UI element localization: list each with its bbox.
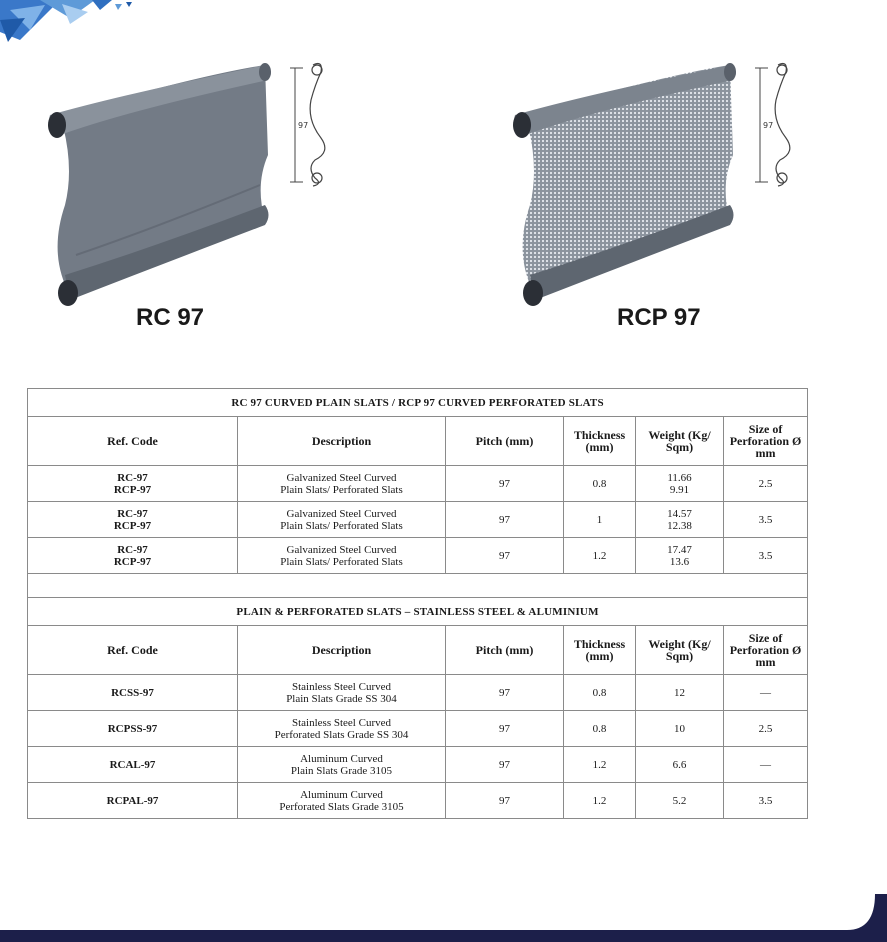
dimension-label: 97 (763, 121, 774, 130)
column-header: Size of Perforation Ø mm (724, 626, 808, 675)
cell-weight: 6.6 (636, 747, 724, 783)
cell-weight: 14.57 12.38 (636, 502, 724, 538)
cell-desc: Galvanized Steel Curved Plain Slats/ Perforated Slats (238, 502, 446, 538)
column-header: Thickness (mm) (564, 626, 636, 675)
table-row (28, 675, 808, 711)
dimension-label: 97 (298, 121, 309, 130)
table-spacer-row (28, 574, 808, 598)
cell-weight: 5.2 (636, 783, 724, 819)
table-row (28, 502, 808, 538)
cell-pitch: 97 (446, 747, 564, 783)
cell-perforation: 3.5 (724, 783, 808, 819)
spacer-cell (28, 574, 808, 598)
cell-thickness: 1.2 (564, 783, 636, 819)
table-row (28, 538, 808, 574)
column-header: Weight (Kg/ Sqm) (636, 417, 724, 466)
column-header: Description (238, 626, 446, 675)
cell-pitch: 97 (446, 466, 564, 502)
table-header-row (28, 417, 808, 466)
cell-pitch: 97 (446, 783, 564, 819)
cell-perforation: 2.5 (724, 466, 808, 502)
profile-dimension-drawing (750, 60, 800, 190)
column-header: Pitch (mm) (446, 626, 564, 675)
cell-weight: 10 (636, 711, 724, 747)
column-header: Ref. Code (28, 417, 238, 466)
cell-pitch: 97 (446, 675, 564, 711)
cell-thickness: 1 (564, 502, 636, 538)
profile-dimension-drawing (285, 60, 335, 190)
table-section-title: PLAIN & PERFORATED SLATS – STAINLESS STEEL & ALUMINIUM (28, 598, 808, 626)
cell-desc: Galvanized Steel Curved Plain Slats/ Perforated Slats (238, 538, 446, 574)
column-header: Pitch (mm) (446, 417, 564, 466)
cell-perforation: — (724, 747, 808, 783)
column-header: Thickness (mm) (564, 417, 636, 466)
cell-thickness: 0.8 (564, 711, 636, 747)
table-section-title-row (28, 389, 808, 417)
table-row (28, 783, 808, 819)
product-label-rcp97: RCP 97 (617, 304, 701, 331)
product-rc97 (40, 55, 340, 315)
cell-perforation: — (724, 675, 808, 711)
cell-ref: RCPSS-97 (28, 711, 238, 747)
table-row (28, 747, 808, 783)
column-header: Size of Perforation Ø mm (724, 417, 808, 466)
cell-pitch: 97 (446, 502, 564, 538)
cell-ref: RC-97 RCP-97 (28, 466, 238, 502)
cell-thickness: 1.2 (564, 538, 636, 574)
cell-perforation: 2.5 (724, 711, 808, 747)
cell-perforation: 3.5 (724, 538, 808, 574)
cell-weight: 11.66 9.91 (636, 466, 724, 502)
table-header-row (28, 626, 808, 675)
cell-thickness: 1.2 (564, 747, 636, 783)
cell-perforation: 3.5 (724, 502, 808, 538)
column-header: Weight (Kg/ Sqm) (636, 626, 724, 675)
spec-table (27, 388, 808, 819)
decorative-pattern (0, 0, 140, 50)
footer-band (0, 930, 887, 942)
cell-desc: Stainless Steel Curved Plain Slats Grade SS 304 (238, 675, 446, 711)
cell-ref: RC-97 RCP-97 (28, 502, 238, 538)
table-row (28, 466, 808, 502)
cell-desc: Aluminum Curved Perforated Slats Grade 3105 (238, 783, 446, 819)
product-rcp97 (505, 55, 805, 315)
cell-weight: 12 (636, 675, 724, 711)
cell-desc: Galvanized Steel Curved Plain Slats/ Perforated Slats (238, 466, 446, 502)
cell-thickness: 0.8 (564, 466, 636, 502)
column-header: Ref. Code (28, 626, 238, 675)
cell-thickness: 0.8 (564, 675, 636, 711)
cell-ref: RCAL-97 (28, 747, 238, 783)
table-section-title-row (28, 598, 808, 626)
table-section-title: RC 97 CURVED PLAIN SLATS / RCP 97 CURVED PERFORATED SLATS (28, 389, 808, 417)
cell-pitch: 97 (446, 538, 564, 574)
table-row (28, 711, 808, 747)
cell-ref: RCPAL-97 (28, 783, 238, 819)
cell-desc: Aluminum Curved Plain Slats Grade 3105 (238, 747, 446, 783)
product-label-rc97: RC 97 (136, 304, 205, 331)
column-header: Description (238, 417, 446, 466)
cell-ref: RCSS-97 (28, 675, 238, 711)
cell-weight: 17.47 13.6 (636, 538, 724, 574)
cell-desc: Stainless Steel Curved Perforated Slats Grade SS 304 (238, 711, 446, 747)
cell-ref: RC-97 RCP-97 (28, 538, 238, 574)
cell-pitch: 97 (446, 711, 564, 747)
